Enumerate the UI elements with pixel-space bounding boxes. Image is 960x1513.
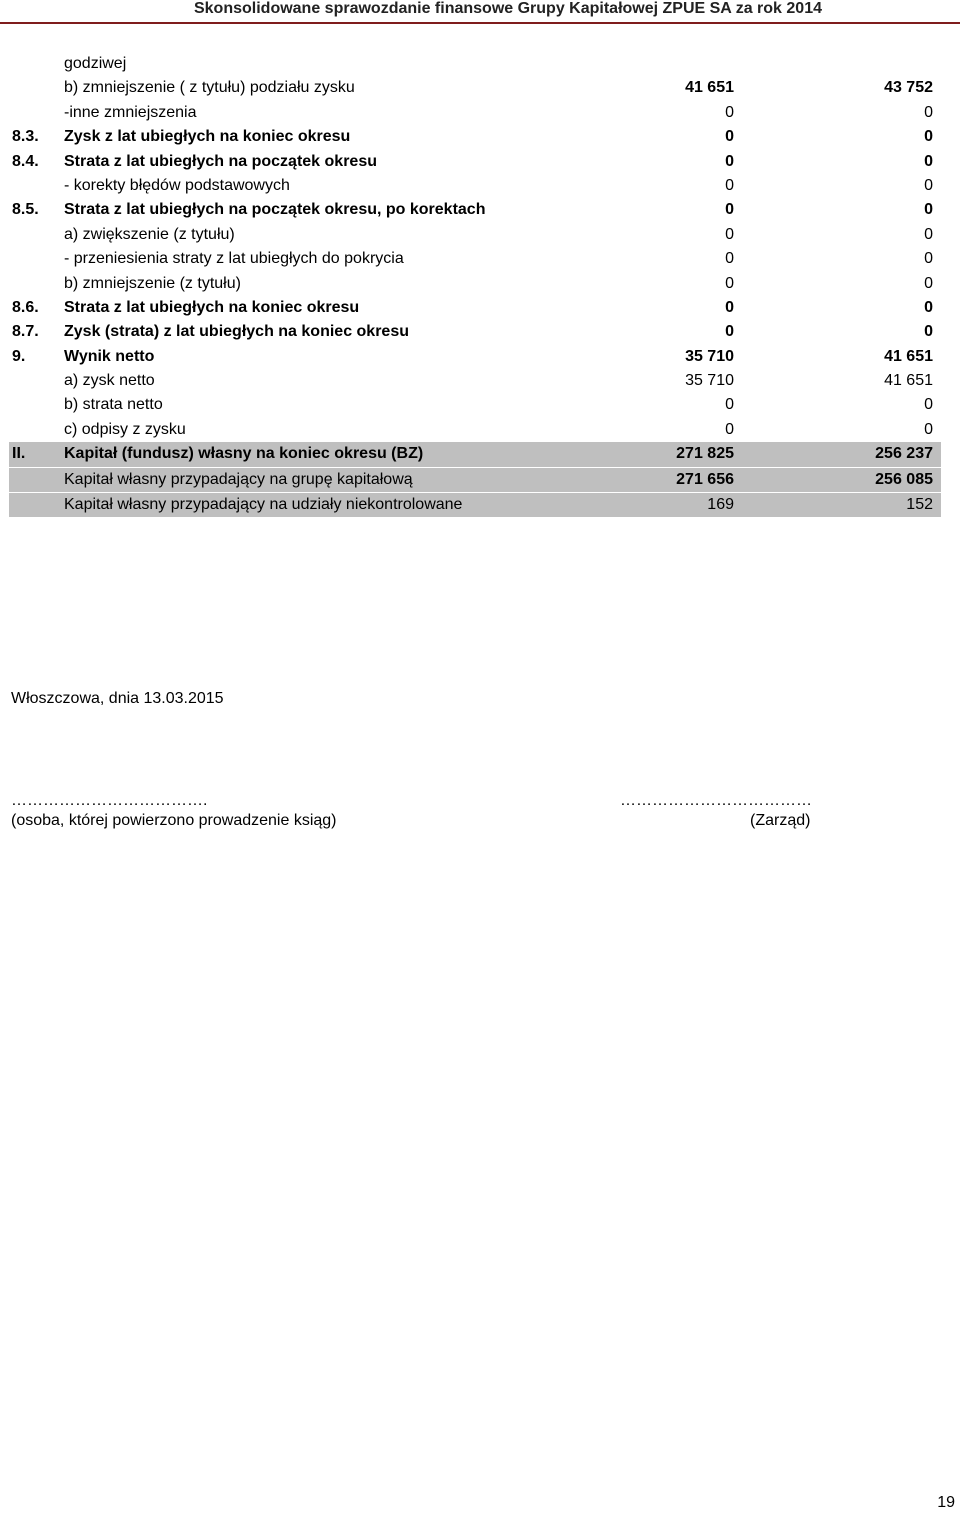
row-number: 8.6. xyxy=(12,298,39,316)
value-previous-year: 43 752 xyxy=(884,79,933,97)
page-header xyxy=(0,0,960,24)
row-label: a) zwiększenie (z tytułu) xyxy=(64,225,235,243)
signature-caption: (osoba, której powierzono prowadzenie ksiąg) xyxy=(11,812,337,829)
value-current-year: 0 xyxy=(725,225,734,243)
value-current-year: 0 xyxy=(725,420,734,438)
row-number: II. xyxy=(12,445,26,463)
value-current-year: 169 xyxy=(707,496,734,514)
value-current-year: 0 xyxy=(725,201,734,219)
row-number: 8.7. xyxy=(12,323,39,341)
table-row xyxy=(9,418,941,442)
value-previous-year: 0 xyxy=(924,323,933,341)
value-current-year: 0 xyxy=(725,298,734,316)
value-current-year: 271 656 xyxy=(676,470,734,488)
document-title: Skonsolidowane sprawozdanie finansowe Grupy Kapitałowej ZPUE SA za rok 2014 xyxy=(193,0,822,17)
value-current-year: 35 710 xyxy=(685,372,734,390)
value-previous-year: 256 085 xyxy=(875,470,933,488)
table-row xyxy=(9,150,941,174)
value-current-year: 0 xyxy=(725,176,734,194)
row-label: Zysk z lat ubiegłych na koniec okresu xyxy=(64,128,351,146)
row-label: - korekty błędów podstawowych xyxy=(64,176,290,194)
table-row xyxy=(9,320,941,344)
table-row xyxy=(9,272,941,296)
table-row xyxy=(9,345,941,369)
equity-statement-table xyxy=(9,52,941,517)
value-current-year: 271 825 xyxy=(676,445,734,463)
value-previous-year: 0 xyxy=(924,298,933,316)
value-previous-year: 0 xyxy=(924,152,933,170)
row-label: b) zmniejszenie (z tytułu) xyxy=(64,274,241,292)
row-label: Strata z lat ubiegłych na początek okresu, po korektach xyxy=(64,201,486,219)
value-current-year: 35 710 xyxy=(685,347,734,365)
row-label: c) odpisy z zysku xyxy=(64,420,186,438)
table-row xyxy=(9,223,941,247)
page-number: 19 xyxy=(937,1494,955,1511)
table-row xyxy=(9,393,941,417)
row-number: 8.5. xyxy=(12,201,39,219)
signature-line: ………………………………. xyxy=(11,792,208,809)
row-label: Kapitał (fundusz) własny na koniec okresu (BZ) xyxy=(64,445,424,463)
table-row xyxy=(9,125,941,149)
value-previous-year: 256 237 xyxy=(875,445,933,463)
table-row xyxy=(9,492,941,517)
value-previous-year: 0 xyxy=(924,103,933,121)
table-row xyxy=(9,52,941,76)
table-row xyxy=(9,101,941,125)
row-label: - przeniesienia straty z lat ubiegłych do pokrycia xyxy=(64,250,404,268)
table-row xyxy=(9,247,941,271)
value-previous-year: 41 651 xyxy=(884,372,933,390)
value-previous-year: 0 xyxy=(924,128,933,146)
row-label: godziwej xyxy=(64,55,127,72)
row-label: Wynik netto xyxy=(64,347,155,365)
row-label: b) strata netto xyxy=(64,396,163,414)
value-previous-year: 152 xyxy=(906,496,933,514)
value-current-year: 41 651 xyxy=(685,79,734,97)
row-label: Zysk (strata) z lat ubiegłych na koniec okresu xyxy=(64,323,409,341)
row-label: a) zysk netto xyxy=(64,372,155,390)
row-number: 8.4. xyxy=(12,152,39,170)
value-previous-year: 0 xyxy=(924,396,933,414)
row-label: b) zmniejszenie ( z tytułu) podziału zysku xyxy=(64,79,355,97)
row-label: Strata z lat ubiegłych na początek okresu xyxy=(64,152,377,170)
table-row xyxy=(9,296,941,320)
signature-caption: (Zarząd) xyxy=(750,812,811,829)
table-row xyxy=(9,76,941,100)
value-previous-year: 0 xyxy=(924,176,933,194)
value-current-year: 0 xyxy=(725,250,734,268)
value-current-year: 0 xyxy=(725,152,734,170)
value-current-year: 0 xyxy=(725,128,734,146)
value-previous-year: 0 xyxy=(924,201,933,219)
value-previous-year: 0 xyxy=(924,225,933,243)
table-row xyxy=(9,442,941,466)
table-row xyxy=(9,174,941,198)
value-previous-year: 0 xyxy=(924,250,933,268)
table-row xyxy=(9,467,941,492)
row-label: Kapitał własny przypadający na grupę kapitałową xyxy=(64,470,413,488)
row-label: -inne zmniejszenia xyxy=(64,103,197,121)
value-current-year: 0 xyxy=(725,274,734,292)
row-number: 9. xyxy=(12,347,26,365)
value-current-year: 0 xyxy=(725,323,734,341)
place-and-date: Włoszczowa, dnia 13.03.2015 xyxy=(11,690,224,707)
signature-bookkeeper xyxy=(11,792,337,830)
table-row xyxy=(9,198,941,222)
row-number: 8.3. xyxy=(12,128,39,146)
value-previous-year: 41 651 xyxy=(884,347,933,365)
signature-line: ……………………………… xyxy=(620,792,812,809)
value-previous-year: 0 xyxy=(924,420,933,438)
row-label: Kapitał własny przypadający na udziały niekontrolowane xyxy=(64,496,463,514)
table-row xyxy=(9,369,941,393)
row-label: Strata z lat ubiegłych na koniec okresu xyxy=(64,298,360,316)
signature-board xyxy=(620,792,812,830)
value-current-year: 0 xyxy=(725,396,734,414)
value-current-year: 0 xyxy=(725,103,734,121)
value-previous-year: 0 xyxy=(924,274,933,292)
